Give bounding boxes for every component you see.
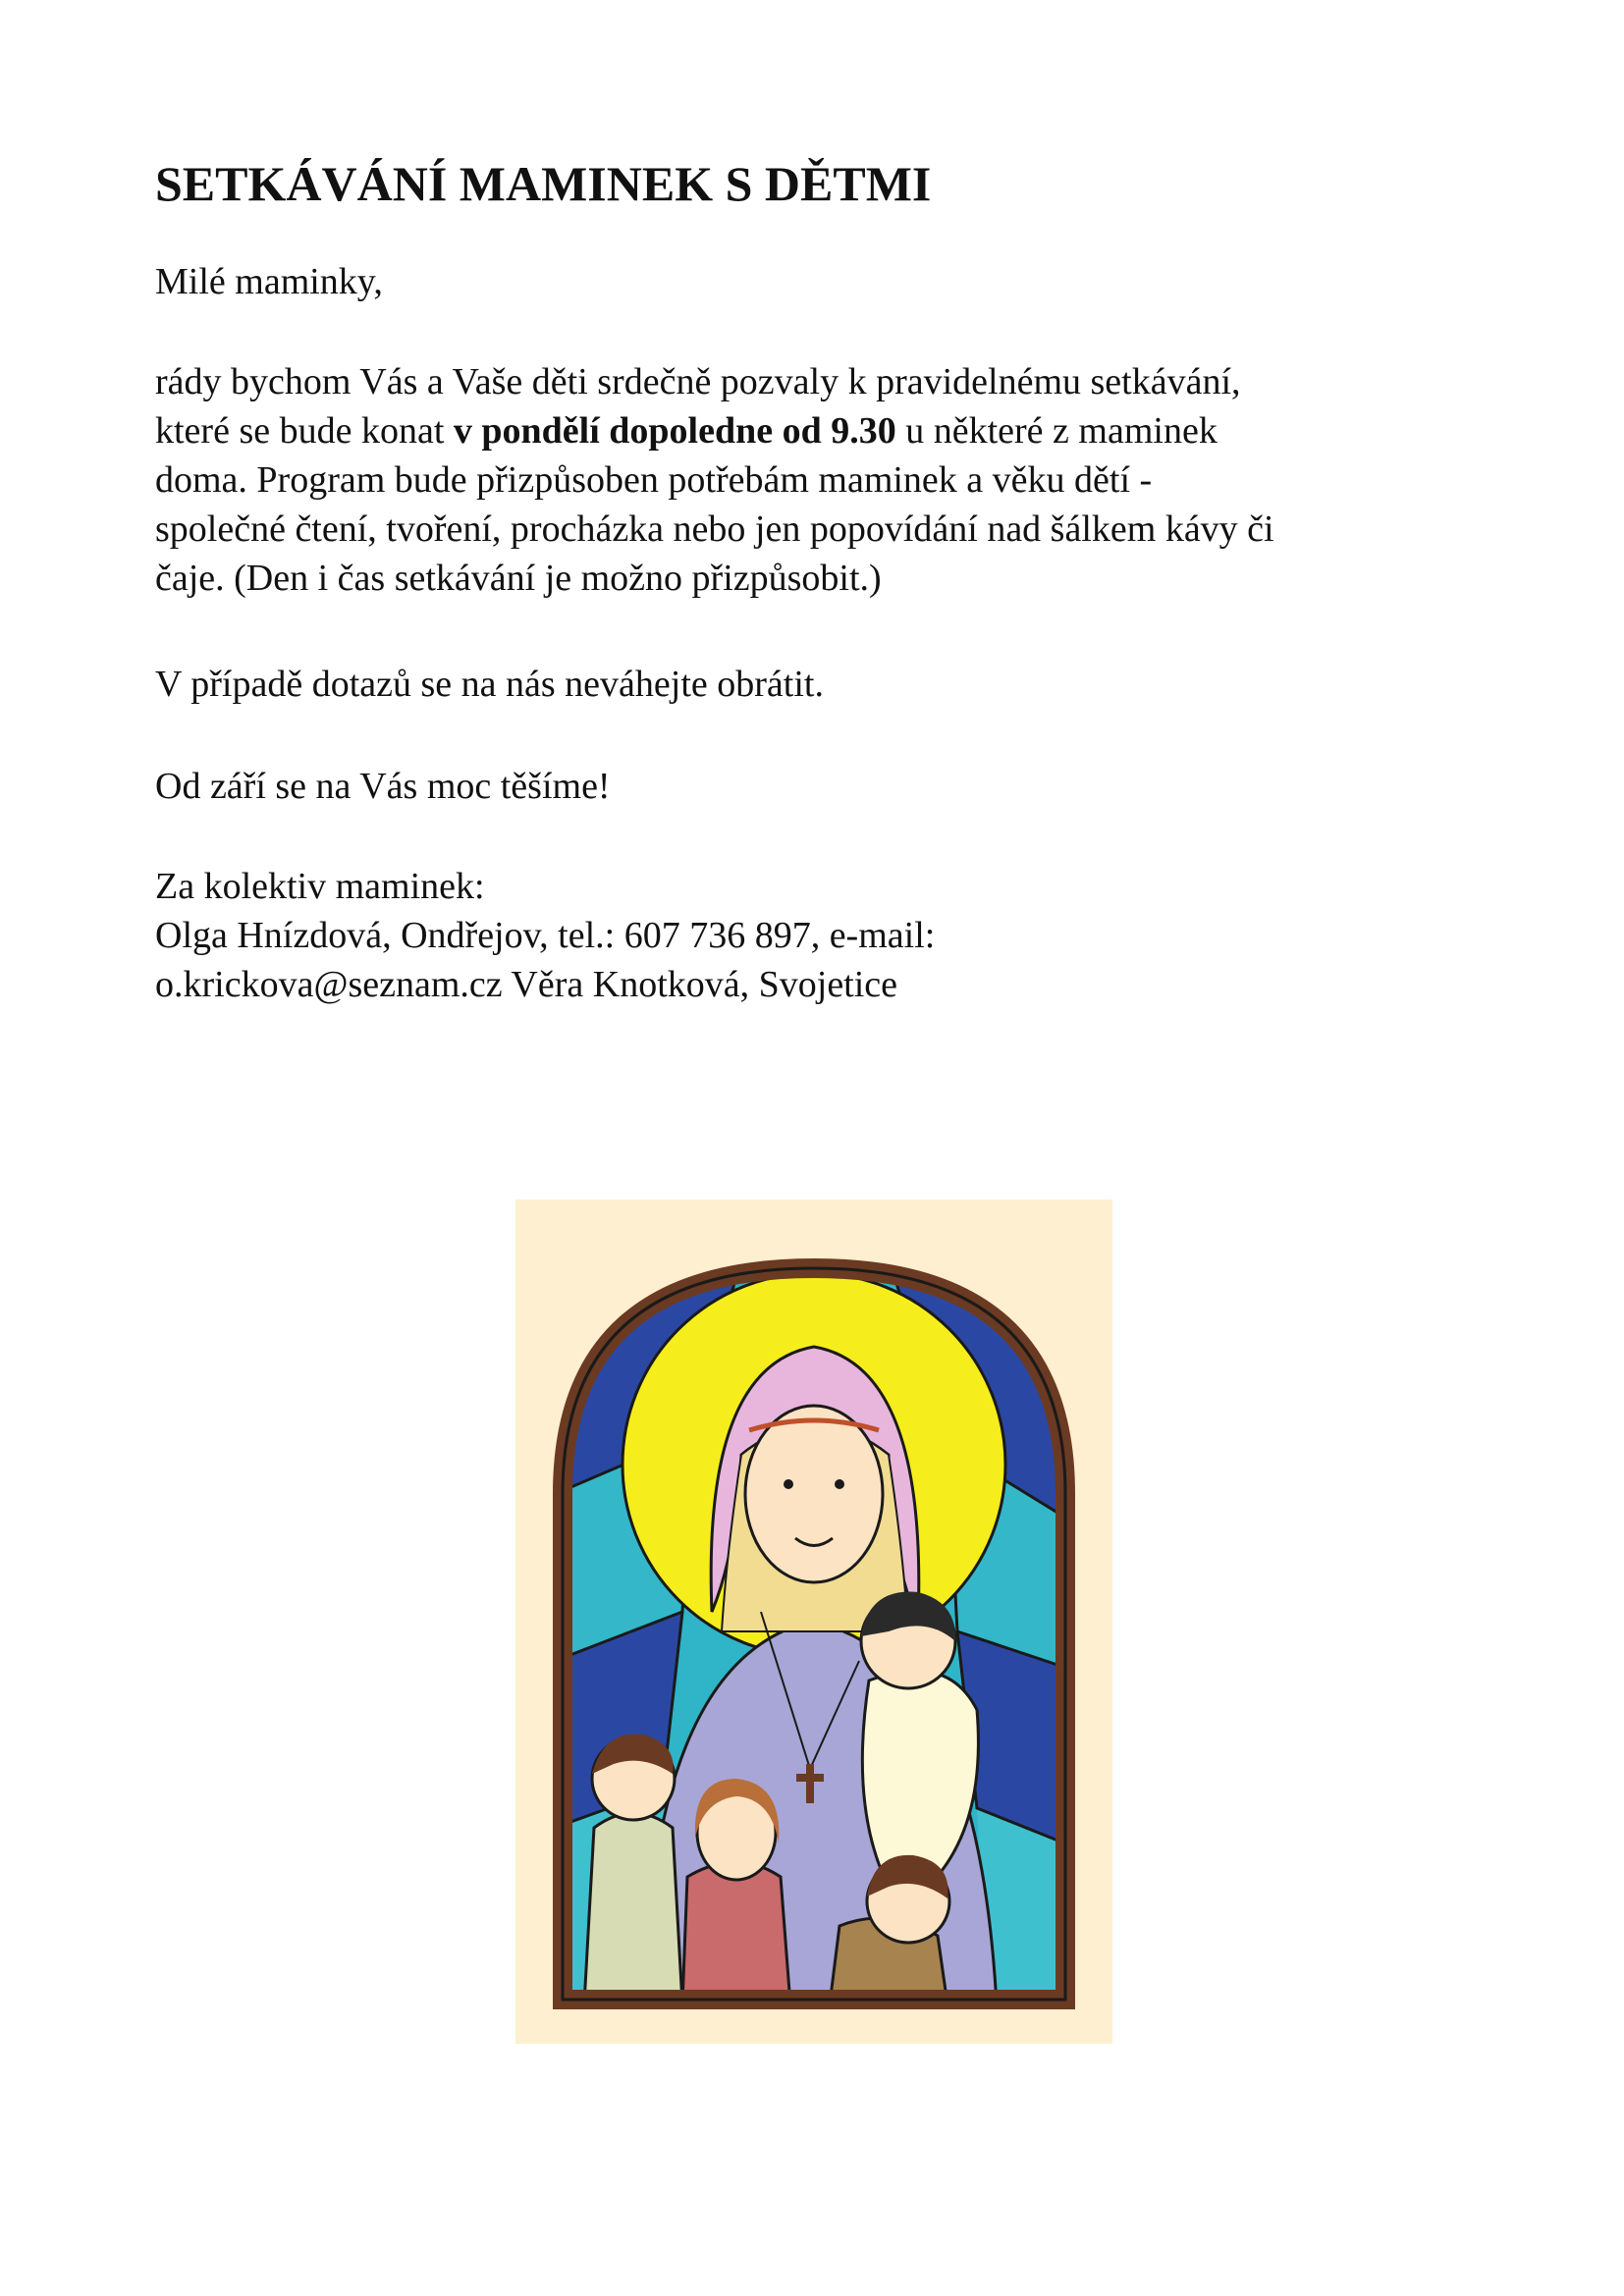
signature-block [155, 862, 935, 1009]
text-run: u některé z maminek [895, 410, 1218, 452]
invitation-line [155, 406, 1530, 455]
text-run: které se bude konat [155, 410, 454, 452]
september-line: Od září se na Vás moc těšíme! [155, 766, 611, 807]
invitation-line: společné čtení, tvoření, procházka nebo jen popovídání nad šálkem kávy či [155, 508, 1274, 550]
stained-glass-madonna-illustration [515, 1200, 1112, 2044]
contact-line: Olga Hnízdová, Ondřejov, tel.: 607 736 897, e-mail: [155, 915, 936, 956]
invitation-line: doma. Program bude přizpůsoben potřebám maminek a věku dětí - [155, 459, 1153, 501]
signature-intro: Za kolektiv maminek: [155, 866, 485, 907]
questions-line: V případě dotazů se na nás neváhejte obrátit. [155, 664, 824, 705]
meeting-time: v pondělí dopoledne od 9.30 [453, 410, 896, 452]
invitation-line: rády bychom Vás a Vaše děti srdečně pozvaly k pravidelnému setkávání, [155, 361, 1241, 402]
page-title: SETKÁVÁNÍ MAMINEK S DĚTMI [155, 156, 932, 211]
invitation-line: čaje. (Den i čas setkávání je možno přizpůsobit.) [155, 558, 882, 599]
contact-line: o.krickova@seznam.cz Věra Knotková, Svojetice [155, 964, 898, 1005]
greeting: Milé maminky, [155, 261, 383, 302]
invitation-paragraph [155, 357, 1530, 603]
